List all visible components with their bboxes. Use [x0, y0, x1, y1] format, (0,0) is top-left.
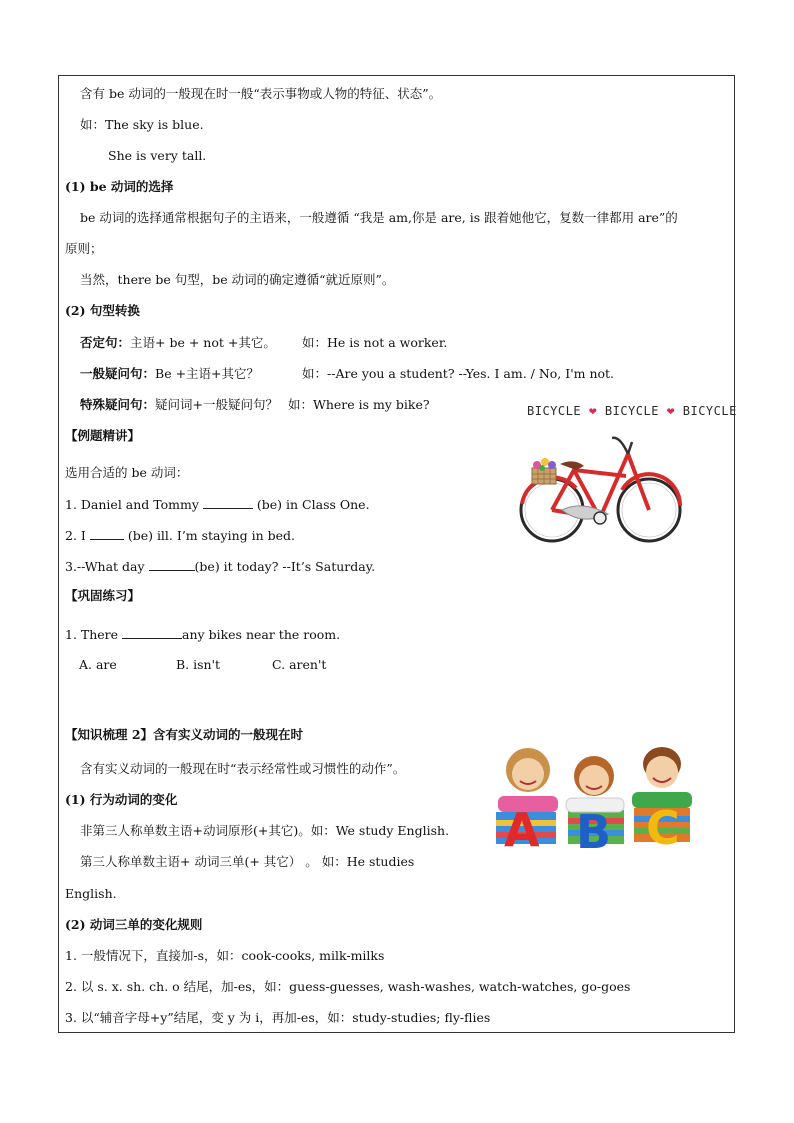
heart-icon: ❤	[588, 404, 598, 419]
practice-q1-a: 1. There	[65, 627, 119, 642]
section2-intro: 含有实义动词的一般现在时“表示经常性或习惯性的动作”。	[80, 761, 406, 776]
q2-text-a: 2. I	[65, 528, 86, 543]
third-person-rule-1: 1. 一般情况下，直接加-s，如：cook-cooks, milk-milks	[65, 948, 385, 963]
verb-rule-line-1: 非第三人称单数主语+动词原形(+其它)。如：We study English.	[80, 823, 450, 838]
negative-label: 否定句：	[80, 335, 131, 350]
verb-rule-line-2: 第三人称单数主语+ 动词三单(+ 其它） 。 如：He studies	[80, 854, 415, 869]
q1-text-b: (be) in Class One.	[256, 497, 370, 512]
kids-abc-illustration	[474, 744, 714, 854]
answer-blank[interactable]	[90, 527, 124, 540]
general-question-label: 一般疑问句：	[80, 366, 156, 381]
heading-verb-change: (1) 行为动词的变化	[65, 792, 178, 807]
general-question-text: Be +主语+其它？	[155, 366, 260, 381]
bicycle-caption	[527, 404, 737, 419]
rule-line-3: 当然，there be 句型，be 动词的确定遵循“就近原则”。	[80, 272, 395, 287]
bicycle-word: BICYCLE	[604, 404, 659, 418]
heading-sentence-conversion: (2) 句型转换	[65, 303, 140, 318]
practice-question-1	[65, 626, 340, 643]
q3-text-b: (be) it today? --It’s Saturday.	[194, 559, 376, 574]
q1-text-a: 1. Daniel and Tommy	[65, 497, 199, 512]
special-question-text: 疑问词+一般疑问句？	[155, 397, 278, 412]
practice-q1-b: any bikes near the room.	[182, 627, 341, 642]
q2-text-b: (be) ill. I’m staying in bed.	[127, 528, 295, 543]
examples-instruction: 选用合适的 be 动词：	[65, 465, 189, 480]
child-girl-middle	[566, 756, 624, 812]
negative-example: 如：He is not a worker.	[302, 335, 448, 350]
letter-b: B	[576, 805, 612, 854]
negative-text: 主语+ be + not +其它。	[130, 335, 276, 350]
bicycle-word: BICYCLE	[527, 404, 582, 418]
heading-be-choice: (1) be 动词的选择	[65, 179, 174, 194]
negative-row	[80, 335, 276, 351]
third-person-rule-3: 3. 以“辅音字母+y”结尾，变 y 为 i，再加-es，如：study-studies; fly-flies	[65, 1010, 491, 1025]
section2-heading: 【知识梳理 2】含有实义动词的一般现在时	[65, 727, 304, 742]
option-a: A. are	[79, 657, 117, 672]
special-question-row	[80, 397, 430, 413]
answer-blank[interactable]	[149, 558, 195, 571]
bicycle-word: BICYCLE	[682, 404, 737, 418]
rule-line-1: be 动词的选择通常根据句子的主语来，一般遵循 “我是 am,你是 are, is 跟着她他它，复数一律都用 are”的	[80, 210, 678, 225]
practice-heading: 【巩固练习】	[65, 588, 141, 603]
example-2: She is very tall.	[108, 148, 207, 163]
letter-c: C	[646, 801, 680, 854]
q3-text-a: 3.--What day	[65, 559, 145, 574]
bicycle-illustration	[516, 430, 686, 555]
child-boy-right	[632, 747, 692, 808]
example-line-1	[80, 117, 204, 133]
section1-intro: 含有 be 动词的一般现在时一般“表示事物或人物的特征、状态”。	[80, 86, 442, 101]
example-question-2	[65, 527, 295, 544]
example-label: 如：	[80, 117, 106, 132]
verb-rule-line-3: English.	[65, 886, 117, 901]
seat	[560, 461, 584, 470]
option-b: B. isn't	[176, 657, 221, 672]
example-question-3	[65, 558, 375, 575]
option-c: C. aren't	[272, 657, 327, 672]
third-person-rule-2: 2. 以 s. x. sh. ch. o 结尾，加-es，如：guess-guesses, wash-washes, watch-watches, go-goes	[65, 979, 631, 994]
answer-blank[interactable]	[122, 626, 182, 639]
general-question-example: 如：--Are you a student? --Yes. I am. / No, I'm not.	[302, 366, 615, 381]
letter-a: A	[504, 803, 540, 854]
special-question-example: 如：Where is my bike?	[287, 397, 430, 412]
answer-blank[interactable]	[203, 496, 253, 509]
examples-heading: 【例题精讲】	[65, 428, 141, 443]
example-1: The sky is blue.	[105, 117, 204, 132]
heading-third-person-rules: (2) 动词三单的变化规则	[65, 917, 203, 932]
heart-icon: ❤	[666, 404, 676, 419]
special-question-label: 特殊疑问句：	[80, 397, 156, 412]
general-question-row	[80, 366, 259, 382]
example-question-1	[65, 496, 370, 513]
rule-line-2: 原则；	[65, 241, 103, 256]
